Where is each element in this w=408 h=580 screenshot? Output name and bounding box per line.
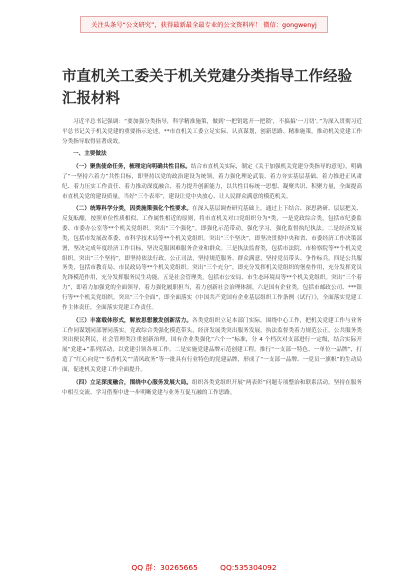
paragraph-2 <box>62 205 362 314</box>
paragraph-3 <box>62 317 362 376</box>
qq-group-number: QQ 群：30265665 <box>131 563 198 572</box>
paragraph-3-body: 各类党组织立足本部门实际，围绕中心工作，把机关党建工作与业务工作同谋划同部署同落实。党政综合类强化模范带头，经济发展类突出服务发展，执法监督类着力规范公正，公共服务类突出便民利民，社会管理类注重创新治理，国有企业类强化“六个一”标准，分 4 个档次对支部进行一定级，结合实际开展“党建+”系列活动，以党建引领各项工作。二是实施党建品牌示范创建工程。推行“一支部一特色、一单位一品牌”，打造了“红心向党”“书香机关”“清风政务”等一批具有行业特色的党建品牌，形成了“一支部一品牌、一党员一旗帜”的生动局面，促进机关党建工作全面提升。 <box>62 317 362 374</box>
paragraph-2-body: 在深入基层调查研究基础上，通过上下结合、深思熟研、层层把关、反复酝酿，按照单位性质相似、工作属性相近的原则，将市直机关对口党组织分为*类，一是党政综合类，包括市纪委监委、市委办公室等**个机关党组织。突出“三个强化”，即强化示范带动，强化学习，强化监督执纪执法。二是经济发展类，包括市发展改革委、市科学技术局等**个机关党组织。突出“三个坚决”，即坚决贯彻中央和省、市委经济工作决策部署，坚决完成年度经济工作目标，坚决克服困难服务企业和群众。三是执法监督类，包括市法院、市检察院等**个机关党组织。突出“三个坚持”，即坚持依法行政、公正司法，坚持规范服务、群众满意，坚持党员带头、争作标兵。四是公共服务类，包括市教育局、市民政局等**个机关党组织。突出“三个充分”，即充分发挥机关党组织的堡垒作用，充分发挥党员先锋模范作用，充分发挥服务民生功能。五是社会管理类，包括市公安局、市生态环境局等**个机关党组织。突出“三个着力”，即着力加强党的全面领导，着力强化履职担当，着力创新社会治理体制。六是国有企业类，包括市邮政公司、***银行等**个机关党组织。突出“三个全面”，即全面落实《中国共产党国有企业基层组织工作条例（试行）》，全面落实党建工作主体责任，全面落实党建工作责任。 <box>62 206 362 312</box>
paragraph-4 <box>62 379 362 399</box>
paragraph-3-heading: （三）丰富载体形式，解放思想激发创新活力。 <box>73 317 193 324</box>
paragraph-2-heading: （二）统筹科学分类，因类施策强化个性要求。 <box>73 206 193 213</box>
paragraph-4-body: 组织各类党组织开展“两表彰”问题专项整治和联系活动，坚持在服务中相互交流、学习借鉴中进一步明晰党建与业务互促互融的工作思路。 <box>62 379 362 396</box>
paragraph-1-heading: （一）聚焦使命任务，梳理定向明确共性目标。 <box>73 163 191 170</box>
qq-number: QQ:535304092 <box>220 563 277 572</box>
promo-banner-text: 关注头条号“公文研究”，获得最新最全最专业的公文资料库！ 微信：gongwenyj <box>80 16 328 33</box>
paragraph-4-heading: （四）立足深度融合，围绕中心服务发展大局。 <box>73 379 192 386</box>
section-heading: 一、主要做法 <box>73 151 107 158</box>
footer-contact <box>0 562 408 573</box>
top-banner <box>0 12 408 36</box>
paragraph-1-body: 结合市直机关实际，制定《关于加强机关党建分类指导的意见》，明确了“一坚持六着力”共性目标，即坚持以党的政治建设为统领，着力强化理论武装、着力夯实基层基础、着力推进正风肃纪、着力压实工作责任、着力推动深度融合、着力提升创新能力，以共性目标统一思想、凝聚共识、积聚力量，全面提高市直机关党的建设质量，当好“三个表率”，建设让党中央放心、让人民群众满意的模范机关。 <box>62 163 362 200</box>
intro-paragraph: 习近平总书记强调：“要加强分类指导，科学精准施策，做到‘一把钥匙开一把锁’，不搞搞‘一刀切’。”为深入贯彻习近平总书记关于机关党建的重要指示论述，**市直机关工委立足实际、认真谋划，创新思路、精准施策，推动机关党建工作分类指导取得显著成效。 <box>62 119 362 145</box>
paragraph-1 <box>62 163 362 203</box>
document-body <box>62 118 362 401</box>
document-title: 市直机关工委关于机关党建分类指导工作经验汇报材料 <box>62 69 352 107</box>
